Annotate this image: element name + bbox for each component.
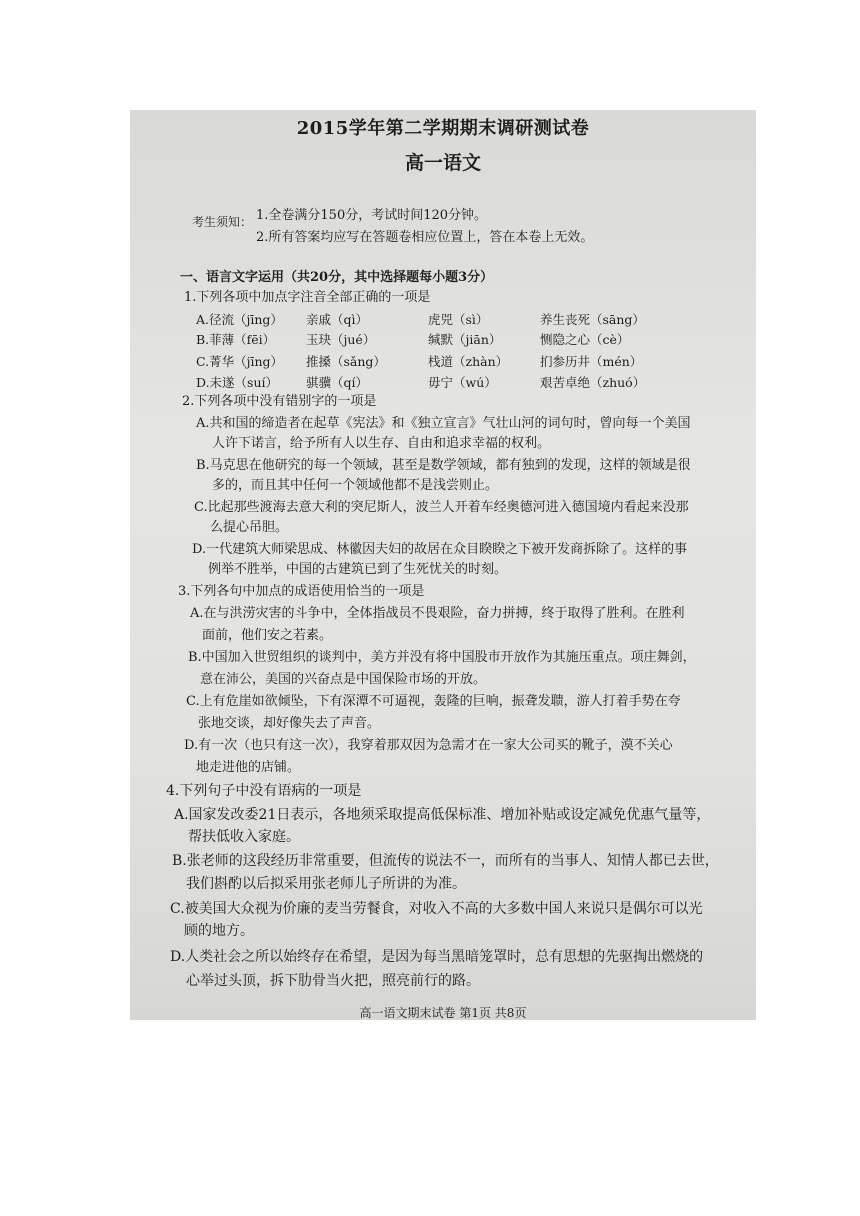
option-line: 张地交谈，却好像失去了声音。 (198, 716, 381, 731)
option-line: C.比起那些渡海去意大利的突尼斯人，波兰人开着车经奥德河进入德国境内看起来没那 (194, 500, 689, 515)
option-item: 虎兕（sì） (428, 312, 489, 327)
question-stem: 2.下列各项中没有错别字的一项是 (182, 394, 377, 409)
option-line: C.被美国大众视为价廉的麦当劳餐食，对收入不高的大多数中国人来说只是偶尔可以光 (170, 901, 703, 917)
option-line: 我们斟酌以后拟采用张老师儿子所讲的为准。 (186, 876, 466, 892)
option-item: B.菲薄（fēi） (196, 332, 276, 347)
option-line: 人许下诺言，给予所有人以生存、自由和追求幸福的权利。 (212, 436, 551, 451)
option-item: 骐骥（qí） (306, 375, 368, 390)
option-line: 心举过头顶，拆下肋骨当火把，照亮前行的路。 (186, 973, 480, 989)
exam-title: 2015学年第二学期期末调研测试卷 (296, 118, 590, 139)
option-item: 栈道（zhàn） (428, 354, 509, 369)
option-line: 意在沛公，美国的兴奋点是中国保险市场的开放。 (200, 672, 487, 687)
subject-title: 高一语文 (404, 152, 481, 174)
question-stem: 4.下列句子中没有语病的一项是 (166, 783, 362, 799)
option-item: 玉玦（jué） (306, 332, 376, 347)
option-line: A.共和国的缔造者在起草《宪法》和《独立宣言》气壮山河的词句时，曾向每一个美国 (196, 416, 691, 431)
option-item: D.未遂（suí） (196, 375, 279, 390)
option-item: 艰苦卓绝（zhuó） (540, 375, 646, 390)
page-footer: 高一语文期末试卷 第1页 共8页 (359, 1006, 527, 1020)
option-line: 地走进他的店铺。 (196, 760, 301, 775)
option-item: 恻隐之心（cè） (540, 332, 630, 347)
option-item: A.径流（jīng） (196, 312, 283, 327)
option-line: 面前，他们安之若素。 (202, 628, 333, 643)
option-line: B.马克思在他研究的每一个领域，甚至是数学领域，都有独到的发现，这样的领域是很 (196, 458, 691, 473)
option-item: 养生丧死（sāng） (540, 312, 645, 327)
option-item: C.菁华（jīng） (196, 354, 284, 369)
option-line: C.上有危崖如欲倾坠，下有深潭不可逼视，轰隆的巨响，振聋发聩，游人打着手势在夸 (186, 694, 681, 709)
option-item: 缄默（jiān） (428, 332, 502, 347)
option-item: 扪参历井（mén） (540, 354, 643, 369)
option-line: 帮扶低收入家庭。 (188, 829, 300, 845)
option-item: 毋宁（wú） (428, 375, 497, 390)
option-line: A.国家发改委21日表示，各地须采取提高低保标准、增加补贴或设定减免优惠气量等， (174, 807, 711, 823)
option-line: D.一代建筑大师梁思成、林徽因夫妇的故居在众目睽睽之下被开发商拆除了。这样的事 (192, 542, 688, 557)
notice-item-1: 1.全卷满分150分，考试时间120分钟。 (256, 208, 488, 223)
question-stem: 1.下列各项中加点字注音全部正确的一项是 (184, 290, 431, 305)
option-line: 例举不胜举，中国的古建筑已到了生死忧关的时刻。 (208, 562, 508, 577)
option-line: A.在与洪涝灾害的斗争中，全体指战员不畏艰险，奋力拼搏，终于取得了胜利。在胜利 (190, 606, 685, 621)
notice-item-2: 2.所有答案均应写在答题卷相应位置上，答在本卷上无效。 (256, 230, 594, 245)
option-item: 亲戚（qì） (306, 312, 368, 327)
option-line: B.中国加入世贸组织的谈判中，美方并没有将中国股市开放作为其施压重点。项庄舞剑， (188, 650, 696, 665)
option-line: 顾的地方。 (184, 923, 254, 939)
option-line: B.张老师的这段经历非常重要，但流传的说法不一，而所有的当事人、知情人都已去世， (172, 853, 719, 869)
option-line: D.有一次（也只有这一次），我穿着那双因为急需才在一家大公司买的靴子，漠不关心 (184, 738, 673, 753)
option-line: 多的，而且其中任何一个领域他都不是浅尝则止。 (212, 478, 499, 493)
option-item: 推搡（sǎng） (306, 354, 386, 369)
option-line: D.人类社会之所以始终存在希望，是因为每当黑暗笼罩时，总有思想的先驱掏出燃烧的 (170, 949, 704, 965)
option-line: 么提心吊胆。 (210, 520, 289, 535)
notice-label: 考生须知： (192, 215, 253, 229)
exam-paper-photo (130, 110, 756, 1020)
section-heading: 一、语言文字运用（共20分，其中选择题每小题3分） (180, 270, 494, 285)
question-stem: 3.下列各句中加点的成语使用恰当的一项是 (178, 584, 425, 599)
